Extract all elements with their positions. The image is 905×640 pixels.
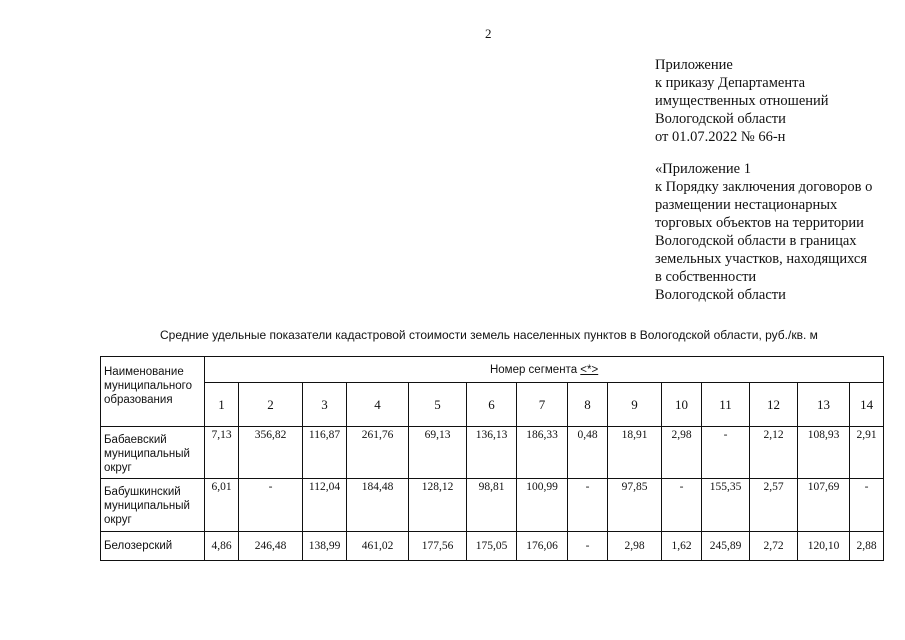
value-cell: 2,98: [662, 427, 702, 479]
cadastral-value-table: [100, 356, 884, 561]
table-row: [101, 532, 884, 561]
segment-number: 14: [850, 383, 884, 427]
segment-number: 6: [467, 383, 517, 427]
value-cell: 98,81: [467, 479, 517, 532]
segment-numbers-row: [101, 383, 884, 427]
value-cell: 18,91: [608, 427, 662, 479]
value-cell: 112,04: [303, 479, 347, 532]
value-cell: 120,10: [798, 532, 850, 561]
value-cell: 177,56: [409, 532, 467, 561]
name-header: Наименование муниципального образования: [101, 357, 205, 427]
appendix-1-line: земельных участков, находящихся: [655, 251, 868, 267]
table-header-row: [101, 357, 884, 383]
value-cell: 186,33: [517, 427, 568, 479]
segment-number: 4: [347, 383, 409, 427]
value-cell: -: [850, 479, 884, 532]
value-cell: 461,02: [347, 532, 409, 561]
segment-number: 3: [303, 383, 347, 427]
value-cell: 261,76: [347, 427, 409, 479]
value-cell: 107,69: [798, 479, 850, 532]
value-cell: 2,98: [608, 532, 662, 561]
segment-number: 13: [798, 383, 850, 427]
value-cell: 128,12: [409, 479, 467, 532]
municipality-name: Бабушкинский муниципальный округ: [101, 479, 205, 532]
value-cell: 184,48: [347, 479, 409, 532]
value-cell: 69,13: [409, 427, 467, 479]
value-cell: 116,87: [303, 427, 347, 479]
table-row: [101, 479, 884, 532]
segment-number: 2: [239, 383, 303, 427]
value-cell: 2,57: [750, 479, 798, 532]
segment-header: [205, 357, 884, 383]
value-cell: -: [568, 532, 608, 561]
value-cell: -: [702, 427, 750, 479]
value-cell: 2,72: [750, 532, 798, 561]
table-row: [101, 427, 884, 479]
appendix-1-line: «Приложение 1: [655, 161, 751, 177]
segment-header-text: Номер сегмента: [489, 363, 581, 376]
value-cell: 356,82: [239, 427, 303, 479]
segment-number: 9: [608, 383, 662, 427]
segment-number: 1: [205, 383, 239, 427]
value-cell: -: [239, 479, 303, 532]
segment-number: 10: [662, 383, 702, 427]
appendix-line: к приказу Департамента: [655, 75, 806, 91]
appendix-line: Приложение: [655, 57, 733, 73]
appendix-1-line: размещении нестационарных: [655, 197, 838, 213]
value-cell: 7,13: [205, 427, 239, 479]
value-cell: 2,91: [850, 427, 884, 479]
appendix-line: Вологодской области: [655, 111, 786, 127]
value-cell: 246,48: [239, 532, 303, 561]
page-number: 2: [485, 26, 492, 41]
appendix-line: имущественных отношений: [655, 93, 829, 109]
value-cell: 2,12: [750, 427, 798, 479]
value-cell: 175,05: [467, 532, 517, 561]
appendix-block: [655, 56, 895, 146]
value-cell: 97,85: [608, 479, 662, 532]
value-cell: 100,99: [517, 479, 568, 532]
value-cell: 0,48: [568, 427, 608, 479]
value-cell: 4,86: [205, 532, 239, 561]
appendix-1-line: в собственности: [655, 269, 757, 285]
value-cell: 6,01: [205, 479, 239, 532]
table-caption: Средние удельные показатели кадастровой стоимости земель населенных пунктов в Вологодской области, руб./кв. м: [160, 328, 818, 342]
value-cell: 155,35: [702, 479, 750, 532]
value-cell: 1,62: [662, 532, 702, 561]
segment-number: 7: [517, 383, 568, 427]
appendix-line: от 01.07.2022 № 66-н: [655, 129, 786, 145]
segment-number: 11: [702, 383, 750, 427]
value-cell: 136,13: [467, 427, 517, 479]
appendix-1-block: [655, 160, 900, 304]
segment-number: 8: [568, 383, 608, 427]
segment-footnote-link[interactable]: <*>: [580, 363, 599, 376]
value-cell: 138,99: [303, 532, 347, 561]
value-cell: -: [568, 479, 608, 532]
appendix-1-line: торговых объектов на территории: [655, 215, 864, 231]
value-cell: -: [662, 479, 702, 532]
value-cell: 2,88: [850, 532, 884, 561]
appendix-1-line: Вологодской области: [655, 287, 786, 303]
value-cell: 108,93: [798, 427, 850, 479]
appendix-1-line: к Порядку заключения договоров о: [655, 179, 873, 195]
municipality-name: Бабаевский муниципальный округ: [101, 427, 205, 479]
segment-number: 5: [409, 383, 467, 427]
value-cell: 176,06: [517, 532, 568, 561]
segment-number: 12: [750, 383, 798, 427]
appendix-1-line: Вологодской области в границах: [655, 233, 857, 249]
value-cell: 245,89: [702, 532, 750, 561]
municipality-name: Белозерский: [101, 532, 205, 561]
